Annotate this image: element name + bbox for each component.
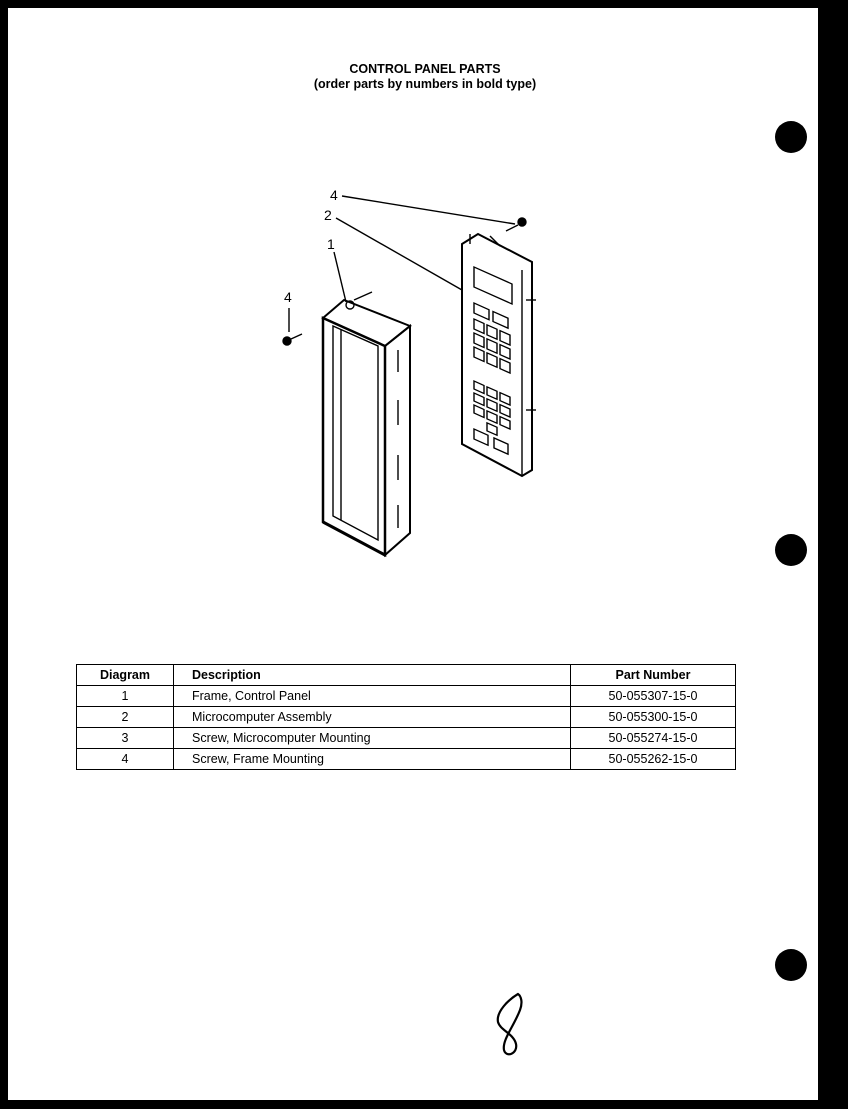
punch-hole-bottom — [775, 949, 807, 981]
page-subtitle: (order parts by numbers in bold type) — [313, 77, 537, 91]
cell-diagram: 2 — [77, 707, 174, 728]
display-window — [474, 267, 512, 304]
table-row — [77, 707, 736, 728]
table-header-row — [77, 665, 736, 686]
cell-description: Microcomputer Assembly — [174, 707, 571, 728]
col-header-diagram: Diagram — [77, 665, 174, 686]
cell-part-number: 50-055307-15-0 — [571, 686, 736, 707]
screw-microcomputer-mounting — [506, 218, 526, 231]
cell-description: Frame, Control Panel — [174, 686, 571, 707]
cell-description: Screw, Microcomputer Mounting — [174, 728, 571, 749]
microcomputer-assembly — [462, 234, 536, 476]
callout-1: 1 — [327, 236, 335, 252]
parts-table — [76, 664, 736, 770]
callout-4: 4 — [284, 289, 292, 305]
callout-2: 2 — [324, 207, 332, 223]
leader-line-2 — [336, 218, 462, 290]
cell-diagram: 4 — [77, 749, 174, 770]
cell-part-number: 50-055262-15-0 — [571, 749, 736, 770]
screw-frame-mounting — [283, 334, 302, 345]
cell-description: Screw, Frame Mounting — [174, 749, 571, 770]
frame-control-panel — [323, 292, 410, 555]
col-header-description: Description — [174, 665, 571, 686]
table-row — [77, 686, 736, 707]
leader-line-1 — [334, 252, 346, 302]
col-header-part-number: Part Number — [571, 665, 736, 686]
handwritten-page-mark — [490, 990, 530, 1060]
callout-3: 4 — [330, 187, 338, 203]
cell-part-number: 50-055300-15-0 — [571, 707, 736, 728]
table-row — [77, 728, 736, 749]
leader-line-3 — [342, 196, 515, 224]
table-row — [77, 749, 736, 770]
cell-diagram: 3 — [77, 728, 174, 749]
cell-diagram: 1 — [77, 686, 174, 707]
page-title: CONTROL PANEL PARTS — [349, 62, 501, 76]
cell-part-number: 50-055274-15-0 — [571, 728, 736, 749]
